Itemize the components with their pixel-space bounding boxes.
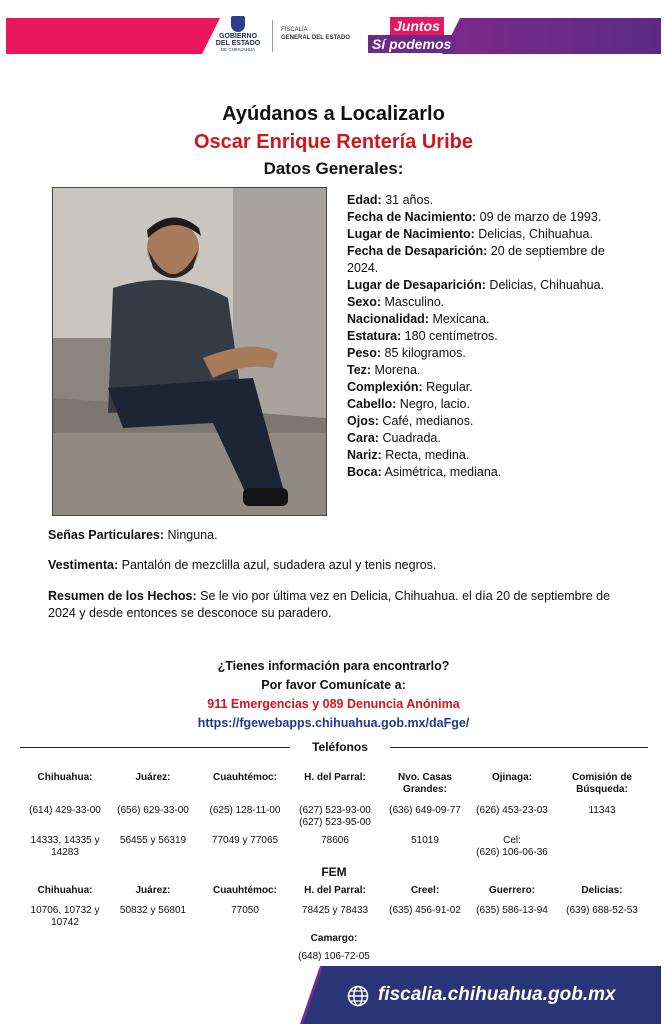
fem-header: H. del Parral: xyxy=(304,885,366,896)
detail-row xyxy=(347,396,632,413)
telefonos-line-left xyxy=(20,747,290,748)
detail-label: Tez: xyxy=(347,363,372,377)
detail-value: Café, medianos. xyxy=(378,414,474,428)
telefonos-header: Cuauhtémoc: xyxy=(213,772,277,783)
detail-row xyxy=(347,464,632,481)
juntos-logo xyxy=(368,17,458,55)
fem-phone: 50832 y 56801 xyxy=(119,905,187,916)
detail-label: Edad: xyxy=(347,193,382,207)
senas-particulares xyxy=(48,527,618,544)
header-band-right xyxy=(460,18,661,54)
telefonos-extension: 14333, 14335 y 14283 xyxy=(30,835,100,858)
shield-icon xyxy=(231,16,245,32)
fem-header: Guerrero: xyxy=(488,885,536,896)
telefonos-extension: 56455 y 56319 xyxy=(119,835,187,846)
senas-label: Señas Particulares: xyxy=(48,528,165,542)
detail-value: Regular. xyxy=(422,380,473,394)
fem-phone: (635) 456-91-02 xyxy=(389,905,461,916)
person-photo-illustration xyxy=(53,188,326,515)
gob-line3: DE CHIHUAHUA xyxy=(220,47,256,52)
detail-row xyxy=(347,345,632,362)
telefonos-line-right xyxy=(390,747,648,748)
vestimenta-label: Vestimenta: xyxy=(48,558,119,572)
telefonos-header: H. del Parral: xyxy=(304,772,366,783)
detail-row xyxy=(347,192,632,209)
detail-value: Delicias, Chihuahua. xyxy=(474,227,593,241)
gobierno-logo xyxy=(210,16,266,52)
detail-row xyxy=(347,243,632,277)
gob-line2: DEL ESTADO xyxy=(215,40,261,47)
footer-website[interactable]: fiscalia.chihuahua.gob.mx xyxy=(378,984,616,1005)
detail-row xyxy=(347,311,632,328)
detail-value: Negro, lacio. xyxy=(396,397,470,411)
vestimenta xyxy=(48,557,618,574)
telefonos-phone: (636) 649-09-77 xyxy=(389,805,461,816)
detail-value: 180 centímetros. xyxy=(401,329,498,343)
detail-value: Cuadrada. xyxy=(378,431,441,445)
fem-phone: (639) 688-52-53 xyxy=(566,905,638,916)
globe-icon xyxy=(347,985,369,1007)
resumen-hechos xyxy=(48,588,618,622)
detail-row xyxy=(347,430,632,447)
senas-value: Ninguna. xyxy=(164,528,218,542)
detail-value: Recta, medina. xyxy=(381,448,470,462)
header-band-left xyxy=(6,18,202,54)
resumen-label: Resumen de los Hechos: xyxy=(48,589,197,603)
fem-header: Juárez: xyxy=(135,885,171,896)
detail-label: Lugar de Nacimiento: xyxy=(347,227,475,241)
fem-header: Chihuahua: xyxy=(37,885,93,896)
telefonos-extension: Cel: (626) 106-06-36 xyxy=(476,835,548,858)
detail-value: 31 años. xyxy=(381,193,434,207)
detail-label: Peso: xyxy=(347,346,382,360)
telefonos-extension: 77049 y 77065 xyxy=(211,835,279,846)
telefonos-header: Nvo. Casas Grandes: xyxy=(398,772,452,795)
detail-row xyxy=(347,209,632,226)
person-name: Oscar Enrique Rentería Uribe xyxy=(194,131,473,153)
detail-label: Complexión: xyxy=(347,380,423,394)
detail-value: 20 de septiembre de 2024. xyxy=(347,244,605,275)
detail-label: Nariz: xyxy=(347,448,382,462)
detail-row xyxy=(347,226,632,243)
detail-label: Ojos: xyxy=(347,414,379,428)
fem-phone: 77050 xyxy=(231,905,259,916)
fem-header: Creel: xyxy=(410,885,440,896)
detail-row xyxy=(347,413,632,430)
telefonos-phone: (625) 128-11-00 xyxy=(209,805,281,816)
detail-label: Boca: xyxy=(347,465,382,479)
contact-question: ¿Tienes información para encontrarlo? xyxy=(217,659,450,673)
detail-value: Asimétrica, mediana. xyxy=(381,465,502,479)
telefonos-phone: (627) 523-93-00 (627) 523-95-00 xyxy=(299,805,371,828)
detail-value: Delicias, Chihuahua. xyxy=(485,278,605,292)
detail-row xyxy=(347,447,632,464)
detail-label: Estatura: xyxy=(347,329,402,343)
detail-row xyxy=(347,328,632,345)
resumen-value: Se le vio por última vez en Delicia, Chihuahua. el día 20 de septiembre de 2024 y desde entonces se desconoce su paradero. xyxy=(48,589,611,620)
detail-value: 09 de marzo de 1993. xyxy=(476,210,602,224)
detail-value: Masculino. xyxy=(381,295,445,309)
gob-line1: GOBIERNO xyxy=(218,33,258,40)
telefonos-extension: 78606 xyxy=(321,835,349,846)
contact-emergency: 911 Emergencias y 089 Denuncia Anónima xyxy=(207,697,460,711)
detail-value: 85 kilogramos. xyxy=(381,346,466,360)
detail-row xyxy=(347,379,632,396)
telefonos-header: Comisión de Búsqueda: xyxy=(571,772,632,795)
detail-label: Cabello: xyxy=(347,397,397,411)
fem-header: Delicias: xyxy=(581,885,623,896)
telefonos-header: Chihuahua: xyxy=(37,772,93,783)
telefonos-title: Teléfonos xyxy=(312,740,368,754)
detail-label: Nacionalidad: xyxy=(347,312,429,326)
vestimenta-value: Pantalón de mezclilla azul, sudadera azul y tenis negros. xyxy=(118,558,437,572)
juntos-text: Juntos xyxy=(390,17,444,35)
detail-row xyxy=(347,294,632,311)
section-title-general: Datos Generales: xyxy=(263,159,404,178)
detail-row xyxy=(347,277,632,294)
person-photo xyxy=(52,187,327,516)
telefonos-phone: (626) 453-23-03 xyxy=(476,805,548,816)
contact-please: Por favor Comunícate a: xyxy=(261,678,406,692)
telefonos-header: Ojinaga: xyxy=(491,772,532,783)
detail-label: Sexo: xyxy=(347,295,382,309)
header-divider xyxy=(272,20,273,52)
fem-header: Cuauhtémoc: xyxy=(213,885,277,896)
si-podemos-text: Sí podemos xyxy=(368,35,455,53)
detail-label: Lugar de Desaparición: xyxy=(347,278,486,292)
details-list xyxy=(347,192,632,481)
fiscalia-line1: FISCALÍA xyxy=(281,27,308,33)
telefonos-grid xyxy=(20,772,648,872)
telefonos-phone: (656) 629-33-00 xyxy=(117,805,189,816)
fem-phone: 78425 y 78433 xyxy=(301,905,369,916)
camargo-phone: (648) 106-72-05 xyxy=(298,951,370,962)
fem-title: FEM xyxy=(321,865,347,879)
telefonos-phone: 11343 xyxy=(588,805,616,816)
contact-url[interactable]: https://fgewebapps.chihuahua.gob.mx/daFge/ xyxy=(197,716,470,730)
detail-label: Cara: xyxy=(347,431,379,445)
detail-label: Fecha de Desaparición: xyxy=(347,244,488,258)
fem-phone: (635) 586-13-94 xyxy=(476,905,548,916)
telefonos-phone: (614) 429-33-00 xyxy=(29,805,101,816)
detail-row xyxy=(347,362,632,379)
detail-value: Mexicana. xyxy=(428,312,490,326)
fiscalia-line2: GENERAL DEL ESTADO xyxy=(281,35,351,41)
detail-label: Fecha de Nacimiento: xyxy=(347,210,477,224)
fem-phone: 10706, 10732 y 10742 xyxy=(30,905,100,928)
detail-value: Morena. xyxy=(371,363,421,377)
camargo-label: Camargo: xyxy=(310,933,358,944)
telefonos-header: Juárez: xyxy=(135,772,171,783)
page-title: Ayúdanos a Localizarlo xyxy=(222,103,445,125)
telefonos-extension: 51019 xyxy=(411,835,439,846)
